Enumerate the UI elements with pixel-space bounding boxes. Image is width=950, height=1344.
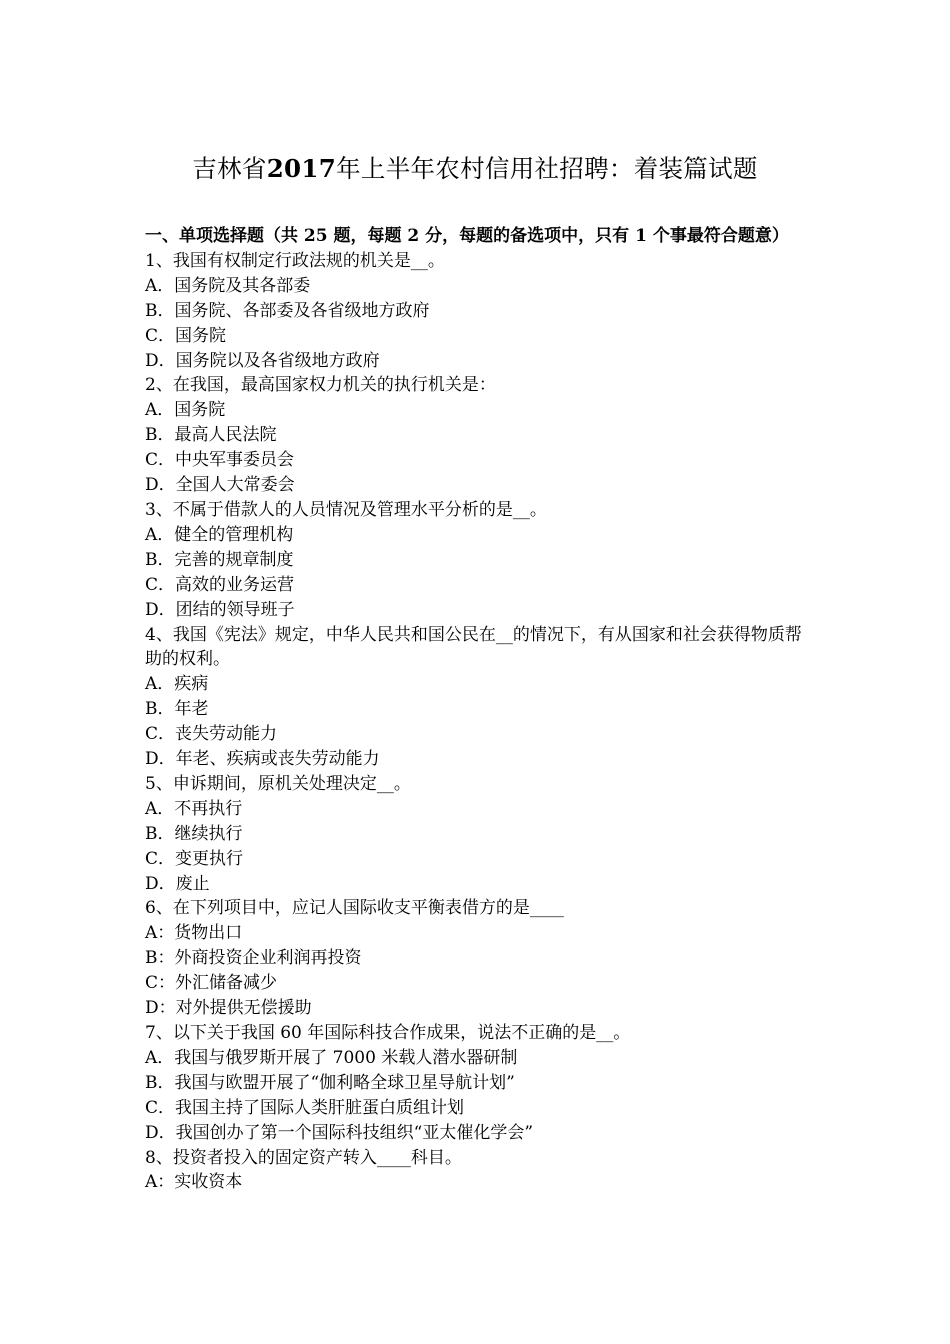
- section-heading: 一、单项选择题（共 25 题，每题 2 分，每题的备选项中，只有 1 个事最符合题意）: [145, 226, 789, 246]
- answer-option: D．全国人大常委会: [145, 475, 295, 496]
- answer-option: D．废止: [145, 873, 210, 894]
- answer-option: A．疾病: [145, 674, 209, 695]
- answer-option: B．年老: [145, 699, 209, 720]
- answer-option: C．我国主持了国际人类肝脏蛋白质组计划: [145, 1097, 465, 1118]
- answer-option: A．国务院及其各部委: [145, 275, 311, 296]
- answer-option: C．中央军事委员会: [145, 450, 295, 471]
- answer-option: C：外汇储备减少: [145, 973, 278, 994]
- answer-option: B：外商投资企业利润再投资: [145, 948, 362, 969]
- answer-option: D．我国创办了第一个国际科技组织“亚太催化学会”: [145, 1122, 534, 1143]
- answer-option: D．国务院以及各省级地方政府: [145, 350, 380, 371]
- question-stem: 8、投资者投入的固定资产转入____科目。: [145, 1147, 462, 1168]
- question-stem: 6、在下列项目中，应记人国际收支平衡表借方的是____: [145, 898, 564, 919]
- answer-option: C．国务院: [145, 325, 227, 346]
- answer-option: D．团结的领导班子: [145, 599, 295, 620]
- question-stem: 1、我国有权制定行政法规的机关是__。: [145, 250, 445, 271]
- question-list: [145, 249, 817, 1195]
- title-suffix: 年上半年农村信用社招聘：着装篇试题: [336, 154, 758, 183]
- title-year: 2017: [266, 154, 337, 183]
- question-stem: 7、以下关于我国 60 年国际科技合作成果，说法不正确的是__。: [145, 1023, 631, 1043]
- page-title: [0, 152, 950, 186]
- answer-option: B．国务院、各部委及各省级地方政府: [145, 300, 430, 321]
- answer-option: A：实收资本: [145, 1172, 243, 1193]
- answer-option: D．年老、疾病或丧失劳动能力: [145, 749, 380, 770]
- answer-option: B．继续执行: [145, 823, 243, 844]
- document-body: [145, 224, 817, 1195]
- answer-option: D：对外提供无偿援助: [145, 998, 312, 1019]
- title-prefix: 吉林省: [192, 154, 267, 183]
- answer-option: A：货物出口: [145, 923, 243, 944]
- question-stem: 3、不属于借款人的人员情况及管理水平分析的是__。: [145, 499, 547, 520]
- answer-option: A．国务院: [145, 400, 226, 421]
- answer-option: B．完善的规章制度: [145, 549, 294, 570]
- answer-option: C．丧失劳动能力: [145, 724, 278, 745]
- answer-option: A．健全的管理机构: [145, 524, 294, 545]
- answer-option: A．不再执行: [145, 798, 243, 819]
- answer-option: C．变更执行: [145, 848, 244, 869]
- question-stem: 4、我国《宪法》规定，中华人民共和国公民在__的情况下，有从国家和社会获得物质帮助的权利。: [145, 624, 802, 670]
- answer-option: B．最高人民法院: [145, 425, 277, 446]
- answer-option: C．高效的业务运营: [145, 574, 295, 595]
- question-stem: 2、在我国，最高国家权力机关的执行机关是：: [145, 375, 496, 396]
- answer-option: A．我国与俄罗斯开展了 7000 米载人潜水器研制: [145, 1047, 518, 1068]
- question-stem: 5、申诉期间，原机关处理决定__。: [145, 773, 411, 794]
- answer-option: B．我国与欧盟开展了“伽利略全球卫星导航计划”: [145, 1072, 515, 1093]
